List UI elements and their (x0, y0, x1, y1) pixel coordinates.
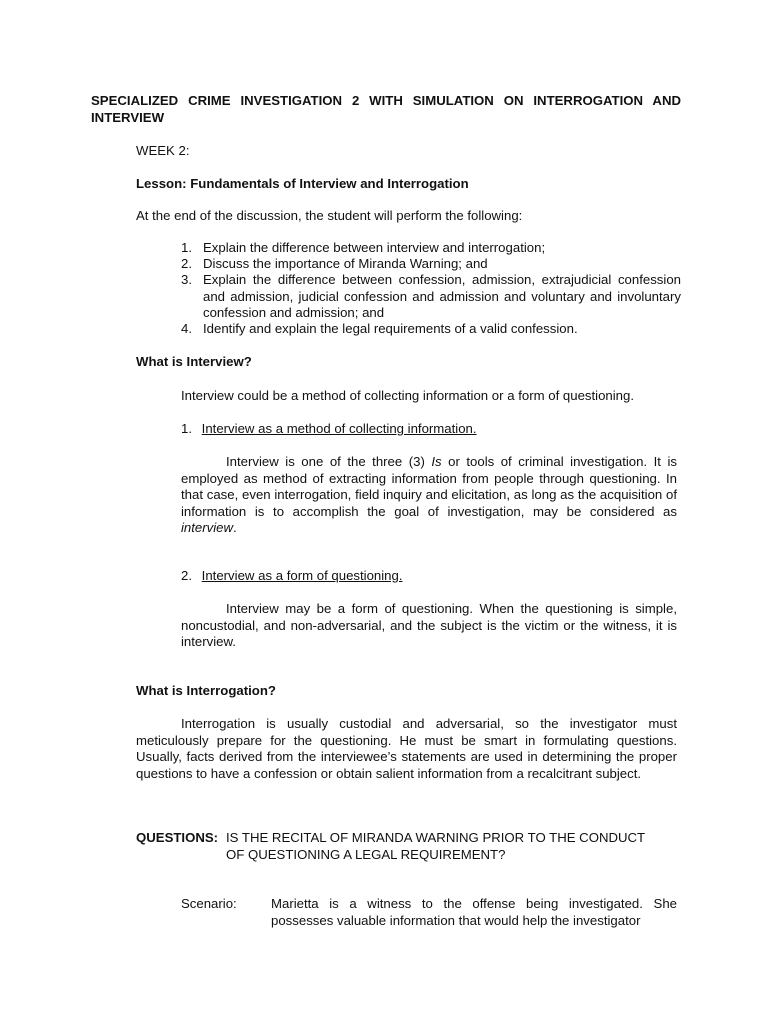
week-label: WEEK 2: (136, 143, 190, 158)
interview-heading: What is Interview? (136, 354, 252, 369)
objective-item (181, 256, 681, 272)
interview-definition: Interview could be a method of collecting information or a form of questioning. (181, 388, 635, 403)
objective-text: Explain the difference between confession, admission, extrajudicial confession and admission, judicial confession and admission and voluntary and involuntary confession and admission; and (203, 272, 681, 320)
objective-text: Identify and explain the legal requirements of a valid confession. (203, 321, 578, 337)
interrogation-heading: What is Interrogation? (136, 683, 276, 698)
subsection-2 (181, 568, 403, 585)
italic-term: interview (181, 520, 234, 535)
objective-item (181, 321, 681, 337)
objective-number: 4. (181, 321, 192, 337)
objectives-list (181, 240, 681, 337)
questions-line-1: IS THE RECITAL OF MIRANDA WARNING PRIOR TO THE CONDUCT (226, 830, 646, 845)
objective-number: 3. (181, 272, 192, 288)
scenario-text: Marietta is a witness to the offense being investigated. She possesses valuable information that would help the investigator (271, 896, 677, 928)
interview-questioning-paragraph: Interview may be a form of questioning. When the questioning is simple, noncustodial, and non-adversarial, and the subject is the victim or the witness, it is interview. (181, 601, 677, 649)
objective-text: Discuss the importance of Miranda Warning; and (203, 256, 488, 272)
questions-label: QUESTIONS: (136, 830, 219, 845)
intro-text: At the end of the discussion, the student will perform the following: (136, 208, 523, 223)
interview-method-paragraph (181, 454, 677, 537)
subsection-title: Interview as a method of collecting information. (201, 421, 477, 436)
questions-line-2: OF QUESTIONING A LEGAL REQUIREMENT? (226, 847, 506, 862)
objective-number: 2. (181, 256, 192, 272)
paragraph-text: or tools of criminal investigation. It is employed as method of extracting information from people through questioning. In that case, even interrogation, field inquiry and elicitation, as long as the acquisition of information is to accomplish the goal of investigation, may be considered as (181, 454, 678, 519)
italic-term: Is (431, 454, 442, 469)
lesson-title: Lesson: Fundamentals of Interview and Interrogation (136, 176, 469, 191)
paragraph-text: Interview is one of the three (3) (226, 454, 432, 469)
subsection-title: Interview as a form of questioning. (201, 568, 403, 583)
objective-text: Explain the difference between interview and interrogation; (203, 240, 546, 255)
scenario-label: Scenario: (181, 896, 237, 911)
objective-number: 1. (181, 240, 192, 255)
objective-item (181, 240, 681, 256)
document-title: SPECIALIZED CRIME INVESTIGATION 2 WITH SIMULATION ON INTERROGATION AND INTERVIEW (91, 93, 681, 125)
subsection-number: 2. (181, 568, 192, 583)
paragraph-text: . (233, 520, 237, 535)
objective-item (181, 272, 681, 321)
subsection-number: 1. (181, 421, 192, 436)
subsection-1 (181, 421, 477, 438)
interrogation-paragraph: Interrogation is usually custodial and adversarial, so the investigator must meticulously prepare for the questioning. He must be smart in formulating questions. Usually, facts derived from the interviewee’s statements are used in determining the proper questions to have a confession or obtain salient information from a recalcitrant subject. (136, 716, 677, 781)
